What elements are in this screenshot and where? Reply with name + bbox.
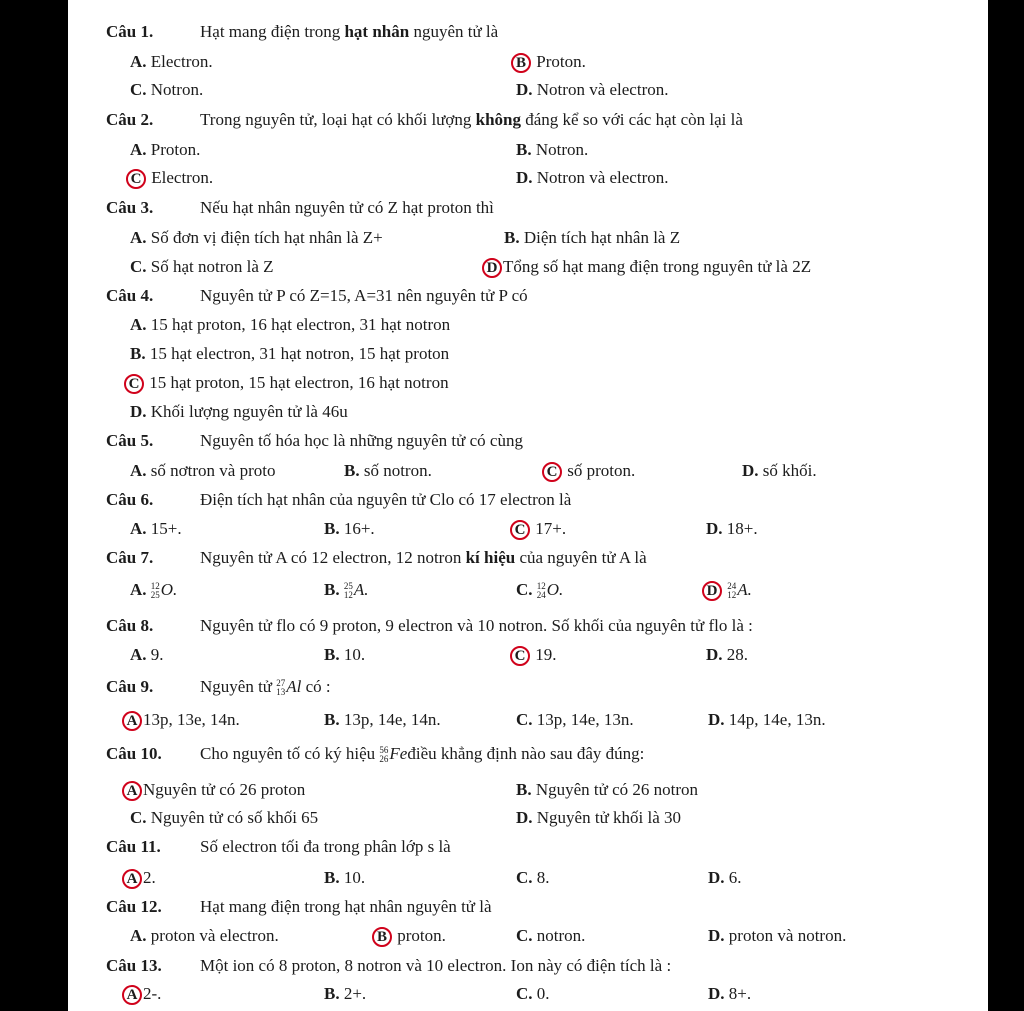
option-letter: C. xyxy=(130,257,147,276)
option-letter: B. xyxy=(324,645,340,664)
question-8 xyxy=(106,616,753,636)
option-text: proton và electron. xyxy=(150,926,279,945)
question-10 xyxy=(106,744,644,764)
answer-circle: A xyxy=(122,869,142,889)
option-letter: A. xyxy=(130,52,147,71)
question-text: Nguyên tố hóa học là những nguyên tử có cùng xyxy=(200,431,523,450)
option-letter: A. xyxy=(130,228,147,247)
option-text: Tổng số hạt mang điện trong nguyên tử là 2Z xyxy=(503,257,812,276)
option-letter: A. xyxy=(130,580,147,599)
option-text: 14p, 14e, 13n. xyxy=(728,710,826,729)
option-text: 2-. xyxy=(143,984,162,1003)
element-symbol: O. xyxy=(160,580,178,599)
option-6b[interactable] xyxy=(324,519,375,539)
answer-circle: B xyxy=(511,53,531,73)
question-keyword: hạt nhân xyxy=(344,22,410,41)
option-letter: A. xyxy=(130,926,147,945)
option-text: Diện tích hạt nhân là Z xyxy=(523,228,681,247)
option-10b[interactable] xyxy=(516,780,698,800)
option-letter: D. xyxy=(742,461,759,480)
question-text-end: đáng kể so với các hạt còn lại là xyxy=(521,110,743,129)
option-text: Electron. xyxy=(151,168,214,187)
option-letter: B. xyxy=(344,461,360,480)
option-text: Nguyên tử có số khối 65 xyxy=(150,808,319,827)
option-letter: D. xyxy=(708,868,725,887)
option-text: 9. xyxy=(150,645,164,664)
option-2d[interactable] xyxy=(516,168,668,188)
option-text: 13p, 14e, 13n. xyxy=(536,710,634,729)
mass-number: 25 xyxy=(343,581,353,592)
question-number: Câu 10. xyxy=(106,744,162,763)
option-letter: D. xyxy=(516,80,533,99)
question-text: Điện tích hạt nhân của nguyên tử Clo có 17 electron là xyxy=(200,490,572,509)
option-text: Nguyên tử có 26 notron xyxy=(535,780,699,799)
exam-page xyxy=(68,0,988,1011)
question-text-end: của nguyên tử A là xyxy=(515,548,647,567)
option-letter: D. xyxy=(708,710,725,729)
mass-number: 56 xyxy=(379,745,389,756)
question-number: Câu 3. xyxy=(106,198,154,217)
option-4d[interactable] xyxy=(130,402,348,422)
question-text: Trong nguyên tử, loại hạt có khối lượng xyxy=(200,110,476,129)
option-text: 13p, 13e, 14n. xyxy=(143,710,240,729)
option-text: 10. xyxy=(343,868,366,887)
option-9a-selected[interactable] xyxy=(122,710,240,731)
question-number: Câu 8. xyxy=(106,616,154,635)
option-text: proton. xyxy=(397,926,446,945)
option-4a[interactable] xyxy=(130,315,450,335)
question-text: Nguyên tử A có 12 electron, 12 notron xyxy=(200,548,466,567)
option-letter: A. xyxy=(130,519,147,538)
question-number: Câu 6. xyxy=(106,490,154,509)
question-text: Nguyên tử flo có 9 proton, 9 electron và 10 notron. Số khối của nguyên tử flo là : xyxy=(200,616,753,635)
option-12a[interactable] xyxy=(130,926,279,946)
option-text: Nguyên tử có 26 proton xyxy=(143,780,306,799)
question-7 xyxy=(106,548,647,568)
question-text-end: nguyên tử là xyxy=(409,22,499,41)
option-10c[interactable] xyxy=(130,808,318,828)
option-letter: B. xyxy=(324,580,340,599)
question-1 xyxy=(106,22,498,42)
option-text: Số đơn vị điện tích hạt nhân là Z+ xyxy=(150,228,383,247)
atomic-number: 26 xyxy=(379,754,389,765)
question-text: Cho nguyên tố có ký hiệu xyxy=(200,744,380,763)
isotope-symbol xyxy=(276,677,301,696)
option-1a[interactable] xyxy=(130,52,213,72)
option-letter: A. xyxy=(130,645,147,664)
option-text: 2+. xyxy=(343,984,367,1003)
mass-number: 12 xyxy=(536,581,546,592)
answer-circle: D xyxy=(702,581,722,601)
option-2a[interactable] xyxy=(130,140,200,160)
option-text: số khối. xyxy=(762,461,817,480)
option-letter: B. xyxy=(324,984,340,1003)
question-text: Số electron tối đa trong phân lớp s là xyxy=(200,837,451,856)
option-text: 19. xyxy=(535,645,557,664)
question-number: Câu 7. xyxy=(106,548,154,567)
option-9c[interactable] xyxy=(516,710,634,730)
option-text: 15 hạt electron, 31 hạt notron, 15 hạt proton xyxy=(149,344,450,363)
option-7b[interactable] xyxy=(324,580,368,600)
isotope-symbol xyxy=(344,580,369,599)
question-keyword: không xyxy=(475,110,522,129)
option-text: 8. xyxy=(536,868,550,887)
answer-circle: C xyxy=(126,169,146,189)
option-text: số notron. xyxy=(363,461,432,480)
option-text: Proton. xyxy=(536,52,586,71)
mass-number: 24 xyxy=(727,581,737,592)
option-letter: B. xyxy=(516,780,532,799)
answer-circle: C xyxy=(510,520,530,540)
option-12d[interactable] xyxy=(708,926,846,946)
option-7d-selected[interactable] xyxy=(702,580,752,601)
option-3c[interactable] xyxy=(130,257,274,277)
option-4b[interactable] xyxy=(130,344,449,364)
option-text: 17+. xyxy=(535,519,567,538)
option-13c[interactable] xyxy=(516,984,550,1004)
answer-circle: C xyxy=(542,462,562,482)
option-13d[interactable] xyxy=(708,984,751,1004)
question-text: Một ion có 8 proton, 8 notron và 10 electron. Ion này có điện tích là : xyxy=(200,956,672,975)
option-13a-selected[interactable] xyxy=(122,984,161,1005)
option-text: Nguyên tử khối là 30 xyxy=(536,808,682,827)
option-8b[interactable] xyxy=(324,645,365,665)
atomic-number: 25 xyxy=(150,590,160,601)
question-text: Nguyên tử P có Z=15, A=31 nên nguyên tử P có xyxy=(200,286,528,305)
option-text: 8+. xyxy=(728,984,752,1003)
option-letter: B. xyxy=(130,344,146,363)
option-8a[interactable] xyxy=(130,645,164,665)
option-6a[interactable] xyxy=(130,519,182,539)
option-letter: D. xyxy=(708,984,725,1003)
option-text: 0. xyxy=(536,984,550,1003)
option-text: Notron. xyxy=(535,140,589,159)
option-5c-selected[interactable] xyxy=(542,461,635,482)
question-12 xyxy=(106,897,492,917)
option-letter: C. xyxy=(130,808,147,827)
option-text: Notron và electron. xyxy=(536,168,669,187)
option-letter: B. xyxy=(516,140,532,159)
mass-number: 27 xyxy=(276,678,286,689)
question-keyword: kí hiệu xyxy=(465,548,516,567)
option-letter: D. xyxy=(706,645,723,664)
atomic-number: 13 xyxy=(276,687,286,698)
question-number: Câu 5. xyxy=(106,431,154,450)
option-text: 6. xyxy=(728,868,742,887)
option-text: notron. xyxy=(536,926,586,945)
atomic-number: 12 xyxy=(727,590,737,601)
option-5a[interactable] xyxy=(130,461,275,481)
option-9b[interactable] xyxy=(324,710,441,730)
option-letter: D. xyxy=(706,519,723,538)
option-letter: C. xyxy=(130,80,147,99)
option-text: 2. xyxy=(143,868,156,887)
option-text: Số hạt notron là Z xyxy=(150,257,274,276)
question-5 xyxy=(106,431,523,451)
option-12b-selected[interactable] xyxy=(372,926,446,947)
option-text: 18+. xyxy=(726,519,758,538)
option-text: số nơtron và proto xyxy=(150,461,276,480)
option-2b[interactable] xyxy=(516,140,588,160)
option-text: 15+. xyxy=(150,519,182,538)
option-12c[interactable] xyxy=(516,926,585,946)
answer-circle: C xyxy=(510,646,530,666)
option-text: 15 hạt proton, 15 hạt electron, 16 hạt notron xyxy=(149,373,449,392)
question-number: Câu 2. xyxy=(106,110,154,129)
option-6d[interactable] xyxy=(706,519,758,539)
option-text: proton và notron. xyxy=(728,926,847,945)
option-text: Proton. xyxy=(150,140,201,159)
question-2 xyxy=(106,110,743,130)
option-text: Khối lượng nguyên tử là 46u xyxy=(150,402,348,421)
option-2c-selected[interactable] xyxy=(126,168,213,189)
question-number: Câu 11. xyxy=(106,837,161,856)
option-1d[interactable] xyxy=(516,80,668,100)
atomic-number: 24 xyxy=(536,590,546,601)
answer-circle: B xyxy=(372,927,392,947)
atomic-number: 12 xyxy=(343,590,353,601)
option-1c[interactable] xyxy=(130,80,203,100)
option-letter: B. xyxy=(324,519,340,538)
question-11 xyxy=(106,837,451,857)
option-letter: D. xyxy=(516,168,533,187)
isotope-symbol xyxy=(727,580,752,599)
option-3d-selected[interactable] xyxy=(482,257,811,278)
question-text: Nguyên tử xyxy=(200,677,277,696)
question-3 xyxy=(106,198,494,218)
option-10d[interactable] xyxy=(516,808,681,828)
option-letter: A. xyxy=(130,315,147,334)
option-letter: D. xyxy=(708,926,725,945)
option-7a[interactable] xyxy=(130,580,177,600)
question-text: Hạt mang điện trong hạt nhân nguyên tử là xyxy=(200,897,492,916)
option-letter: B. xyxy=(504,228,520,247)
option-letter: B. xyxy=(324,710,340,729)
option-text: Notron. xyxy=(150,80,204,99)
answer-circle: A xyxy=(122,711,142,731)
option-13b[interactable] xyxy=(324,984,366,1004)
option-text: 13p, 14e, 14n. xyxy=(343,710,441,729)
option-11a-selected[interactable] xyxy=(122,868,156,889)
option-6c-selected[interactable] xyxy=(510,519,566,540)
option-9d[interactable] xyxy=(708,710,826,730)
question-9 xyxy=(106,677,331,697)
option-letter: C. xyxy=(516,710,533,729)
option-10a-selected[interactable] xyxy=(122,780,305,801)
option-11d[interactable] xyxy=(708,868,742,888)
option-letter: C. xyxy=(516,984,533,1003)
question-text: Nếu hạt nhân nguyên tử có Z hạt proton thì xyxy=(200,198,494,217)
question-number: Câu 12. xyxy=(106,897,162,916)
option-3b[interactable] xyxy=(504,228,680,248)
option-text: Notron và electron. xyxy=(536,80,669,99)
option-8d[interactable] xyxy=(706,645,748,665)
option-5d[interactable] xyxy=(742,461,817,481)
option-letter: B. xyxy=(324,868,340,887)
option-1b-selected[interactable] xyxy=(511,52,586,73)
option-7c[interactable] xyxy=(516,580,563,600)
option-text: Electron. xyxy=(150,52,213,71)
isotope-symbol xyxy=(379,744,407,763)
option-text: 10. xyxy=(343,645,366,664)
option-5b[interactable] xyxy=(344,461,432,481)
option-text: 15 hạt proton, 16 hạt electron, 31 hạt notron xyxy=(150,315,451,334)
question-13 xyxy=(106,956,671,976)
answer-circle: A xyxy=(122,985,142,1005)
option-letter: A. xyxy=(130,140,147,159)
option-letter: D. xyxy=(516,808,533,827)
option-text: số proton. xyxy=(567,461,636,480)
option-11c[interactable] xyxy=(516,868,550,888)
element-symbol: Al xyxy=(286,677,302,696)
question-number: Câu 9. xyxy=(106,677,154,696)
question-4 xyxy=(106,286,528,306)
option-letter: C. xyxy=(516,868,533,887)
option-letter: A. xyxy=(130,461,147,480)
question-number: Câu 13. xyxy=(106,956,162,975)
option-8c-selected[interactable] xyxy=(510,645,557,666)
option-text: 16+. xyxy=(343,519,375,538)
answer-circle: C xyxy=(124,374,144,394)
element-symbol: O. xyxy=(546,580,564,599)
mass-number: 12 xyxy=(150,581,160,592)
answer-circle: D xyxy=(482,258,502,278)
isotope-symbol xyxy=(151,580,178,599)
question-number: Câu 4. xyxy=(106,286,154,305)
option-4c-selected[interactable] xyxy=(124,373,449,394)
question-text-end: điều khẳng định nào sau đây đúng: xyxy=(407,744,645,763)
element-symbol: Fe xyxy=(389,744,408,763)
option-text: 28. xyxy=(726,645,749,664)
option-11b[interactable] xyxy=(324,868,365,888)
question-6 xyxy=(106,490,571,510)
question-number: Câu 1. xyxy=(106,22,154,41)
question-text: Hạt mang điện trong xyxy=(200,22,345,41)
question-text-end: có : xyxy=(301,677,331,696)
option-letter: C. xyxy=(516,926,533,945)
element-symbol: A. xyxy=(737,580,752,599)
option-letter: D. xyxy=(130,402,147,421)
option-3a[interactable] xyxy=(130,228,383,248)
element-symbol: A. xyxy=(353,580,369,599)
option-letter: C. xyxy=(516,580,533,599)
answer-circle: A xyxy=(122,781,142,801)
isotope-symbol xyxy=(537,580,564,599)
